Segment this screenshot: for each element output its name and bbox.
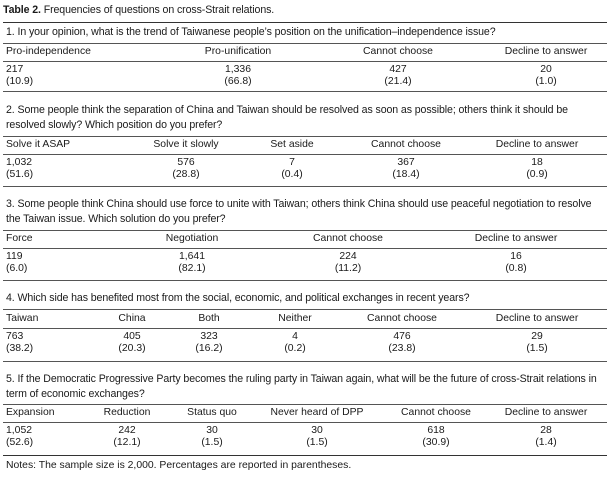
rule xyxy=(3,280,607,281)
q3-count: 1,641 xyxy=(178,251,206,262)
q1-header: Decline to answer xyxy=(504,46,588,57)
q4-count: 4 xyxy=(292,331,298,342)
q2-count: 18 xyxy=(531,157,543,168)
q3-percent: (0.8) xyxy=(505,263,527,274)
q5-header: Expansion xyxy=(6,407,55,418)
q1-header: Pro-independence xyxy=(6,46,91,57)
question-4-text: 4. Which side has benefited most from the social, economic, and political exchanges in recent years? xyxy=(6,292,470,304)
rule xyxy=(3,91,607,92)
table-label: Table 2. xyxy=(3,4,41,16)
q4-percent: (1.5) xyxy=(526,343,548,354)
q1-count: 427 xyxy=(389,64,407,75)
rule xyxy=(3,61,607,62)
q5-count: 618 xyxy=(427,425,445,436)
q5-header: Status quo xyxy=(187,407,237,418)
q3-header: Negotiation xyxy=(165,233,219,244)
q2-header: Solve it ASAP xyxy=(6,139,71,150)
q5-percent: (12.1) xyxy=(113,437,141,448)
q1-count: 1,336 xyxy=(224,64,252,75)
q4-header: Neither xyxy=(278,313,312,324)
rule xyxy=(3,154,607,155)
q2-percent: (0.9) xyxy=(526,169,548,180)
q3-header: Decline to answer xyxy=(474,233,558,244)
table-notes: Notes: The sample size is 2,000. Percentages are reported in parentheses. xyxy=(6,460,352,471)
q2-header: Set aside xyxy=(270,139,314,150)
q2-percent: (18.4) xyxy=(392,169,420,180)
q4-count: 29 xyxy=(531,331,543,342)
question-5-text: 5. If the Democratic Progressive Party becomes the ruling party in Taiwan again, what will be the future of cross-Strait relations in term of economic exchanges? xyxy=(6,373,597,400)
q4-percent: (16.2) xyxy=(195,343,223,354)
q4-header: Both xyxy=(198,313,220,324)
q5-percent: (1.4) xyxy=(535,437,557,448)
q1-count: 217 xyxy=(6,64,24,75)
q2-count: 367 xyxy=(397,157,415,168)
q2-percent: (51.6) xyxy=(6,169,34,180)
q1-percent: (66.8) xyxy=(224,76,252,87)
q4-header: Cannot choose xyxy=(367,313,437,324)
rule xyxy=(3,309,607,310)
q5-count: 28 xyxy=(540,425,552,436)
q5-percent: (52.6) xyxy=(6,437,34,448)
rule-top xyxy=(3,22,607,23)
q5-header: Never heard of DPP xyxy=(270,407,364,418)
q4-percent: (0.2) xyxy=(284,343,306,354)
q5-header: Cannot choose xyxy=(401,407,471,418)
q2-percent: (0.4) xyxy=(281,169,303,180)
q4-header: Taiwan xyxy=(6,313,39,324)
q3-percent: (6.0) xyxy=(6,263,28,274)
rule xyxy=(3,43,607,44)
rule xyxy=(3,230,607,231)
q2-header: Decline to answer xyxy=(495,139,579,150)
q4-header: Decline to answer xyxy=(495,313,579,324)
q5-count: 1,052 xyxy=(6,425,33,436)
q5-count: 30 xyxy=(311,425,323,436)
q4-count: 476 xyxy=(393,331,411,342)
q1-header: Cannot choose xyxy=(363,46,433,57)
q3-percent: (11.2) xyxy=(334,263,362,274)
q1-percent: (10.9) xyxy=(6,76,34,87)
rule xyxy=(3,361,607,362)
q5-header: Decline to answer xyxy=(504,407,588,418)
q5-header: Reduction xyxy=(103,407,151,418)
q4-percent: (38.2) xyxy=(6,343,34,354)
q4-count: 323 xyxy=(200,331,218,342)
rule xyxy=(3,404,607,405)
q4-count: 405 xyxy=(123,331,141,342)
q3-count: 119 xyxy=(6,251,23,262)
q3-count: 224 xyxy=(339,251,357,262)
q2-count: 7 xyxy=(289,157,295,168)
q1-header: Pro-unification xyxy=(204,46,272,57)
q3-percent: (82.1) xyxy=(178,263,206,274)
q4-percent: (23.8) xyxy=(388,343,416,354)
q5-percent: (30.9) xyxy=(422,437,450,448)
question-2-text: 2. Some people think the separation of China and Taiwan should be resolved as soon as possible; others think it should be resolved slowly? Which position do you prefer? xyxy=(6,104,568,131)
q3-header: Cannot choose xyxy=(313,233,383,244)
table-figure xyxy=(3,0,607,484)
rule xyxy=(3,248,607,249)
q2-percent: (28.8) xyxy=(172,169,200,180)
rule xyxy=(3,186,607,187)
rule xyxy=(3,136,607,137)
q1-percent: (1.0) xyxy=(535,76,557,87)
q2-header: Cannot choose xyxy=(371,139,441,150)
q5-count: 30 xyxy=(206,425,218,436)
q1-count: 20 xyxy=(540,64,552,75)
q5-percent: (1.5) xyxy=(201,437,223,448)
rule xyxy=(3,328,607,329)
rule xyxy=(3,422,607,423)
question-1-text: 1. In your opinion, what is the trend of Taiwanese people’s position on the unification–independence issue? xyxy=(6,26,496,38)
q3-header: Force xyxy=(6,233,33,244)
q2-header: Solve it slowly xyxy=(153,139,219,150)
q5-percent: (1.5) xyxy=(306,437,328,448)
q4-percent: (20.3) xyxy=(118,343,146,354)
q2-count: 1,032 xyxy=(6,157,33,168)
question-3-text: 3. Some people think China should use force to unite with Taiwan; others think China should use peaceful negotiation to resolve the Taiwan issue. Which solution do you prefer? xyxy=(6,198,592,225)
q4-header: China xyxy=(118,313,146,324)
q4-count: 763 xyxy=(6,331,24,342)
q1-percent: (21.4) xyxy=(384,76,412,87)
table-caption xyxy=(3,4,274,16)
q2-count: 576 xyxy=(177,157,195,168)
q5-count: 242 xyxy=(118,425,136,436)
q3-count: 16 xyxy=(510,251,522,262)
rule-bottom xyxy=(3,455,607,456)
table-caption-text: Frequencies of questions on cross-Strait relations. xyxy=(43,4,275,16)
